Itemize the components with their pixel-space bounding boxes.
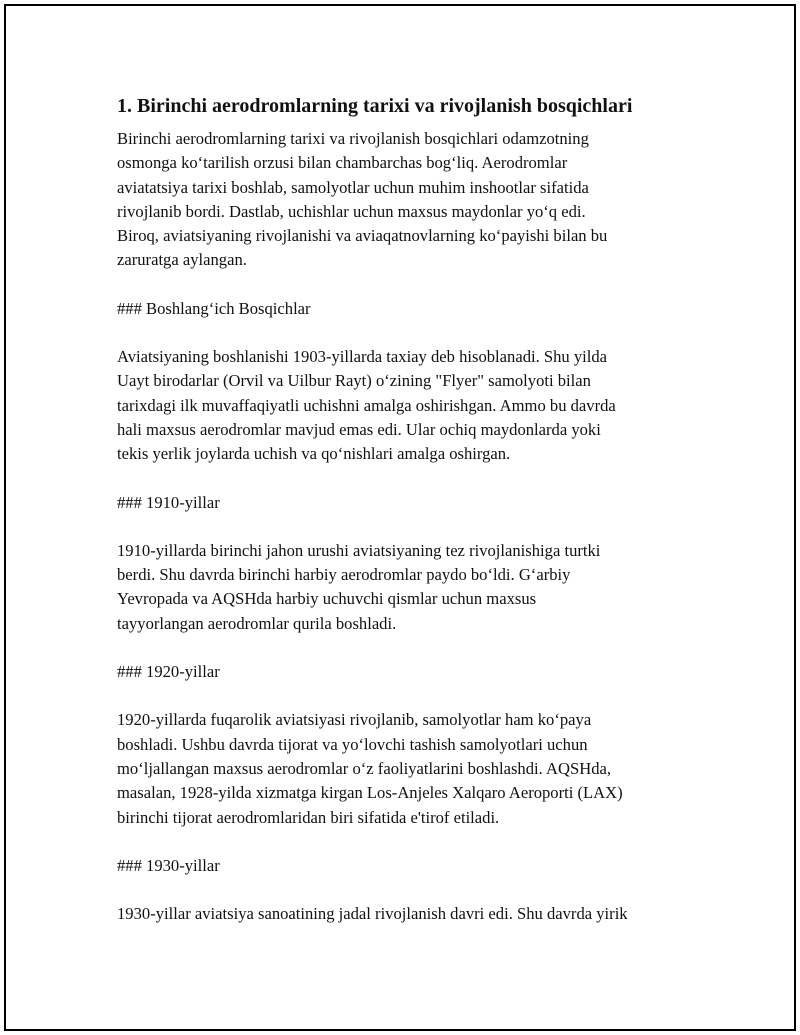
block-spacer: [117, 830, 697, 854]
section-heading: [117, 297, 697, 321]
text-line: hali maxsus aerodromlar mavjud emas edi. Ular ochiq maydonlarda yoki: [117, 419, 601, 439]
text-line: ### Boshlangʻich Bosqichlar: [117, 298, 311, 318]
text-line: boshladi. Ushbu davrda tijorat va yoʻlovchi tashish samolyotlari uchun: [117, 734, 588, 754]
document-blocks: [117, 127, 697, 926]
section-heading: [117, 491, 697, 515]
text-line: Birinchi aerodromlarning tarixi va rivojlanish bosqichlari odamzotning: [117, 129, 589, 148]
text-line: zaruratga aylangan.: [117, 250, 247, 270]
block-spacer: [117, 684, 697, 708]
text-line: tarixdagi ilk muvaffaqiyatli uchishni amalga oshirishgan. Ammo bu davrda: [117, 395, 616, 415]
document-title: 1. Birinchi aerodromlarning tarixi va rivojlanish bosqichlari: [117, 95, 633, 117]
text-line: Aviatsiyaning boshlanishi 1903-yillarda taxiay deb hisoblanadi. Shu yilda: [117, 347, 608, 367]
text-line: rivojlanib bordi. Dastlab, uchishlar uchun maxsus maydonlar yoʻq edi.: [117, 201, 586, 221]
text-line: berdi. Shu davrda birinchi harbiy aerodromlar paydo boʻldi. Gʻarbiy: [117, 565, 571, 585]
block-spacer: [117, 636, 697, 660]
text-line: birinchi tijorat aerodromlaridan biri sifatida e'tirof etiladi.: [117, 807, 500, 827]
text-line: 1910-yillarda birinchi jahon urushi aviatsiyaning tez rivojlanishiga turtki: [117, 540, 601, 560]
block-spacer: [117, 273, 697, 297]
paragraph: [117, 539, 697, 636]
paragraph: [117, 902, 697, 926]
text-line: ### 1930-yillar: [117, 855, 220, 875]
document-body: [117, 92, 697, 926]
text-line: masalan, 1928-yilda xizmatga kirgan Los-Anjeles Xalqaro Aeroporti (LAX): [117, 783, 623, 803]
text-line: 1930-yillar aviatsiya sanoatining jadal rivojlanish davri edi. Shu davrda yirik: [117, 904, 628, 924]
text-line: osmonga koʻtarilish orzusi bilan chambarchas bogʻliq. Aerodromlar: [117, 153, 568, 173]
text-line: 1920-yillarda fuqarolik aviatsiyasi rivojlanib, samolyotlar ham koʻpaya: [117, 710, 592, 730]
block-spacer: [117, 321, 697, 345]
section-heading: [117, 854, 697, 878]
block-spacer: [117, 878, 697, 902]
text-line: tayyorlangan aerodromlar qurila boshladi.: [117, 613, 397, 633]
text-line: ### 1920-yillar: [117, 662, 220, 682]
text-line: Uayt birodarlar (Orvil va Uilbur Rayt) oʻzining "Flyer" samolyoti bilan: [117, 371, 591, 391]
paragraph: [117, 127, 697, 273]
text-line: Biroq, aviatsiyaning rivojlanishi va aviaqatnovlarning koʻpayishi bilan bu: [117, 226, 608, 246]
block-spacer: [117, 515, 697, 539]
text-line: moʻljallangan maxsus aerodromlar oʻz faoliyatlarini boshlashdi. AQSHda,: [117, 758, 612, 778]
text-line: Yevropada va AQSHda harbiy uchuvchi qismlar uchun maxsus: [117, 589, 537, 609]
text-line: ### 1910-yillar: [117, 492, 220, 512]
paragraph: [117, 708, 697, 829]
text-line: aviatatsiya tarixi boshlab, samolyotlar uchun muhim inshootlar sifatida: [117, 177, 589, 197]
section-heading: [117, 660, 697, 684]
paragraph: [117, 345, 697, 466]
block-spacer: [117, 467, 697, 491]
text-line: tekis yerlik joylarda uchish va qoʻnishlari amalga oshirgan.: [117, 444, 511, 464]
